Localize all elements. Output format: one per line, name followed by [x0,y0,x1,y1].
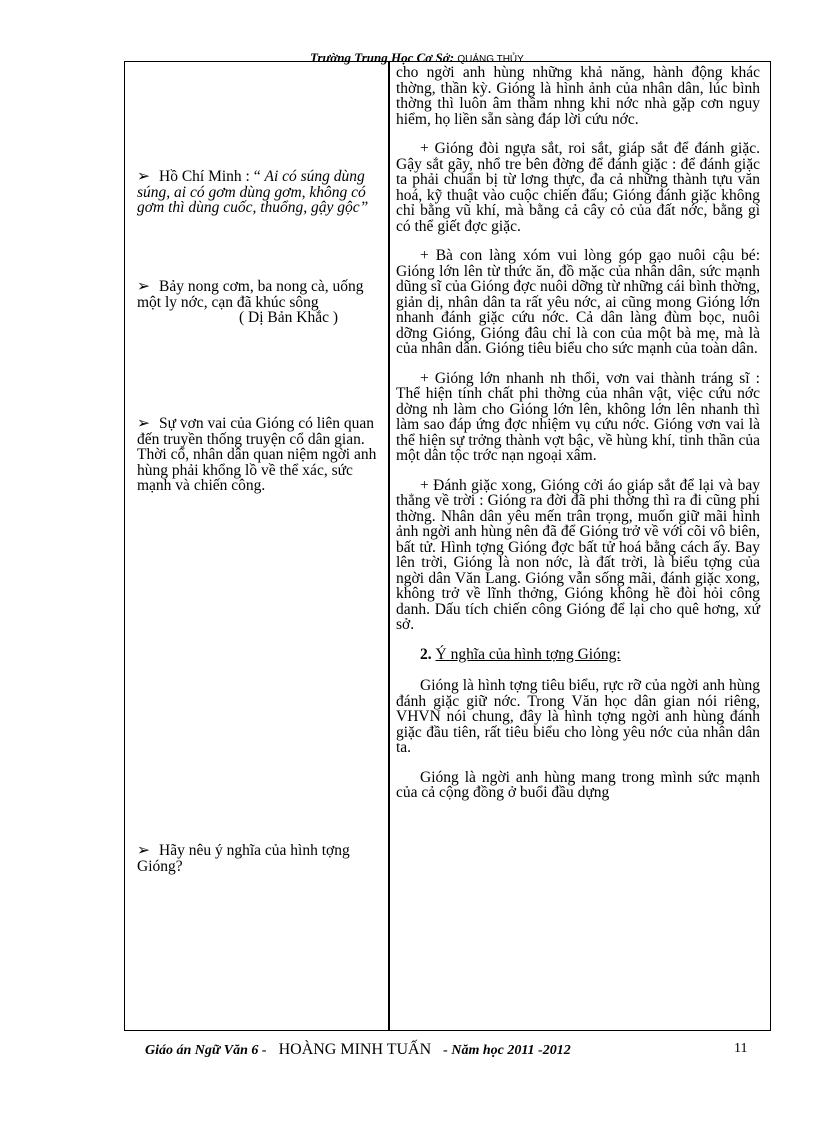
question-2-text: Bảy nong cơm, ba nong cà, uống một ly nớc, cạn đã khúc sông [137,278,364,311]
page-number: 11 [734,1041,748,1056]
question-2-source: ( Dị Bản Khắc ) [239,309,338,326]
section-heading-text: Ý nghĩa của hình tợng Gióng: [435,645,621,663]
section-number: 2. [420,645,436,663]
paragraph-5: Gióng là hình tợng tiêu biểu, rực rỡ của ngời anh hùng đánh giặc giữ nớc. Trong Văn học dân gian nói riêng, VHVN nói chung, đây là hình tợng ngời anh hùng đánh giặc đầu tiên, rất tiêu biểu cho lòng yêu nớc của nhân dân ta. [396,677,760,756]
left-column [125,61,390,1030]
page-footer [145,1041,785,1059]
question-2 [137,279,382,326]
paragraph-3: + Gióng lớn nhanh nh thổi, vơn vai thành tráng sĩ : Thể hiện tính chất phi thờng của nhân vật, việc cứu nớc dờng nh làm cho Gióng lớn lên, không lớn lên nhanh thì làm sao đáp ứng đợc nhiệm vụ cứu nớc. Gióng vơn vai là thể hiện sự trởng thành vợt bậc, về hùng khí, tinh thần của một dân tộc trớc nạn ngoại xâm. [396,369,760,464]
question-4 [137,843,382,874]
footer-course: Giáo án Ngữ Văn 6 - [145,1043,267,1058]
paragraph-0: cho ngời anh hùng những khả năng, hành động khác thờng, thần kỳ. Gióng là hình ảnh của nhân dân, lúc bình thờng thì luôn âm thầm nhng khi nớc nhà gặp cơn nguy hiểm, họ liền sẵn sàng đáp lời cứu nớc. [396,64,760,128]
question-3 [137,416,382,494]
right-column [390,61,770,1030]
question-4-text: Hãy nêu ý nghĩa của hình tợng Gióng? [137,842,350,875]
paragraph-2: + Bà con làng xóm vui lòng góp gạo nuôi cậu bé: Gióng lớn lên từ thức ăn, đồ mặc của nhân dân, sức mạnh dũng sĩ của Gióng đợc nuôi dỡng từ những cái bình thờng, giản dị, nhân dân ta rất yêu nớc, ai cũng mong Gióng lớn nhanh đánh giặc cứu nớc. Cả dân làng đùm bọc, nuôi dỡng Gióng, Gióng đâu chỉ là con của một bà mẹ, mà là của nhân dân. Gióng tiêu biểu cho sức mạnh của toàn dân. [396,247,760,357]
header-school-name: QUẢNG THỦY [457,54,524,65]
arrow-icon: ➢ [137,278,150,295]
paragraph-4: + Đánh giặc xong, Gióng cởi áo giáp sắt để lại và bay thẳng về trời : Gióng ra đời đã phi thờng thì ra đi cũng phi thờng. Nhân dân yêu mến trân trọng, muốn giữ mãi hình ảnh ngời anh hùng nên đã để Gióng trở về với cõi vô biên, bất tử. Hình tợng Gióng đợc bất tử hoá bằng cách ấy. Bay lên trời, Gióng là non nớc, là đất trời, là biểu tợng của ngời dân Văn Lang. Gióng vẫn sống mãi, đánh giặc xong, không trở về lĩnh thởng, Gióng không hề đòi hỏi công danh. Dấu tích chiến công Gióng để lại cho quê hơng, xứ sở. [396,476,760,633]
quote-text: Ai có súng dùng súng, ai có gơm dùng gơm, không có gơm thì dùng cuốc, thuổng, gậy gộc” [137,168,369,216]
paragraph-1: + Gióng đòi ngựa sắt, roi sắt, giáp sắt để đánh giặc. Gậy sắt gãy, nhổ tre bên đờng để đánh giặc : để đánh giặc ta phải chuẩn bị từ lơng thực, đa cả những thành tựu văn hoá, kỹ thuật vào cuộc chiến đấu; Gióng đánh giặc không chỉ bằng vũ khí, mà bằng cả cây cỏ của đất nớc, bằng gì có thể giết đợc giặc. [396,140,760,235]
section-heading [396,647,760,663]
quote-speaker: Hồ Chí Minh : “ [159,168,265,185]
arrow-icon: ➢ [137,168,150,185]
header-school-label: Trường Trung Học Cơ Sở: [310,50,455,65]
footer-author: HOÀNG MINH TUẤN [278,1041,432,1058]
footer-year: - Năm học 2011 -2012 [443,1043,571,1058]
arrow-icon: ➢ [137,415,150,432]
lesson-table [124,61,771,1031]
arrow-icon: ➢ [137,842,150,859]
question-3-text: Sự vơn vai của Gióng có liên quan đến truyền thống truyện cổ dân gian. Thời cổ, nhân dân quan niệm ngời anh hùng phải khổng lồ về thể xác, sức mạnh và chiến công. [137,415,377,494]
paragraph-6: Gióng là ngời anh hùng mang trong mình sức mạnh của cả cộng đồng ở buổi đầu dựng [396,768,760,801]
question-1 [137,169,382,216]
